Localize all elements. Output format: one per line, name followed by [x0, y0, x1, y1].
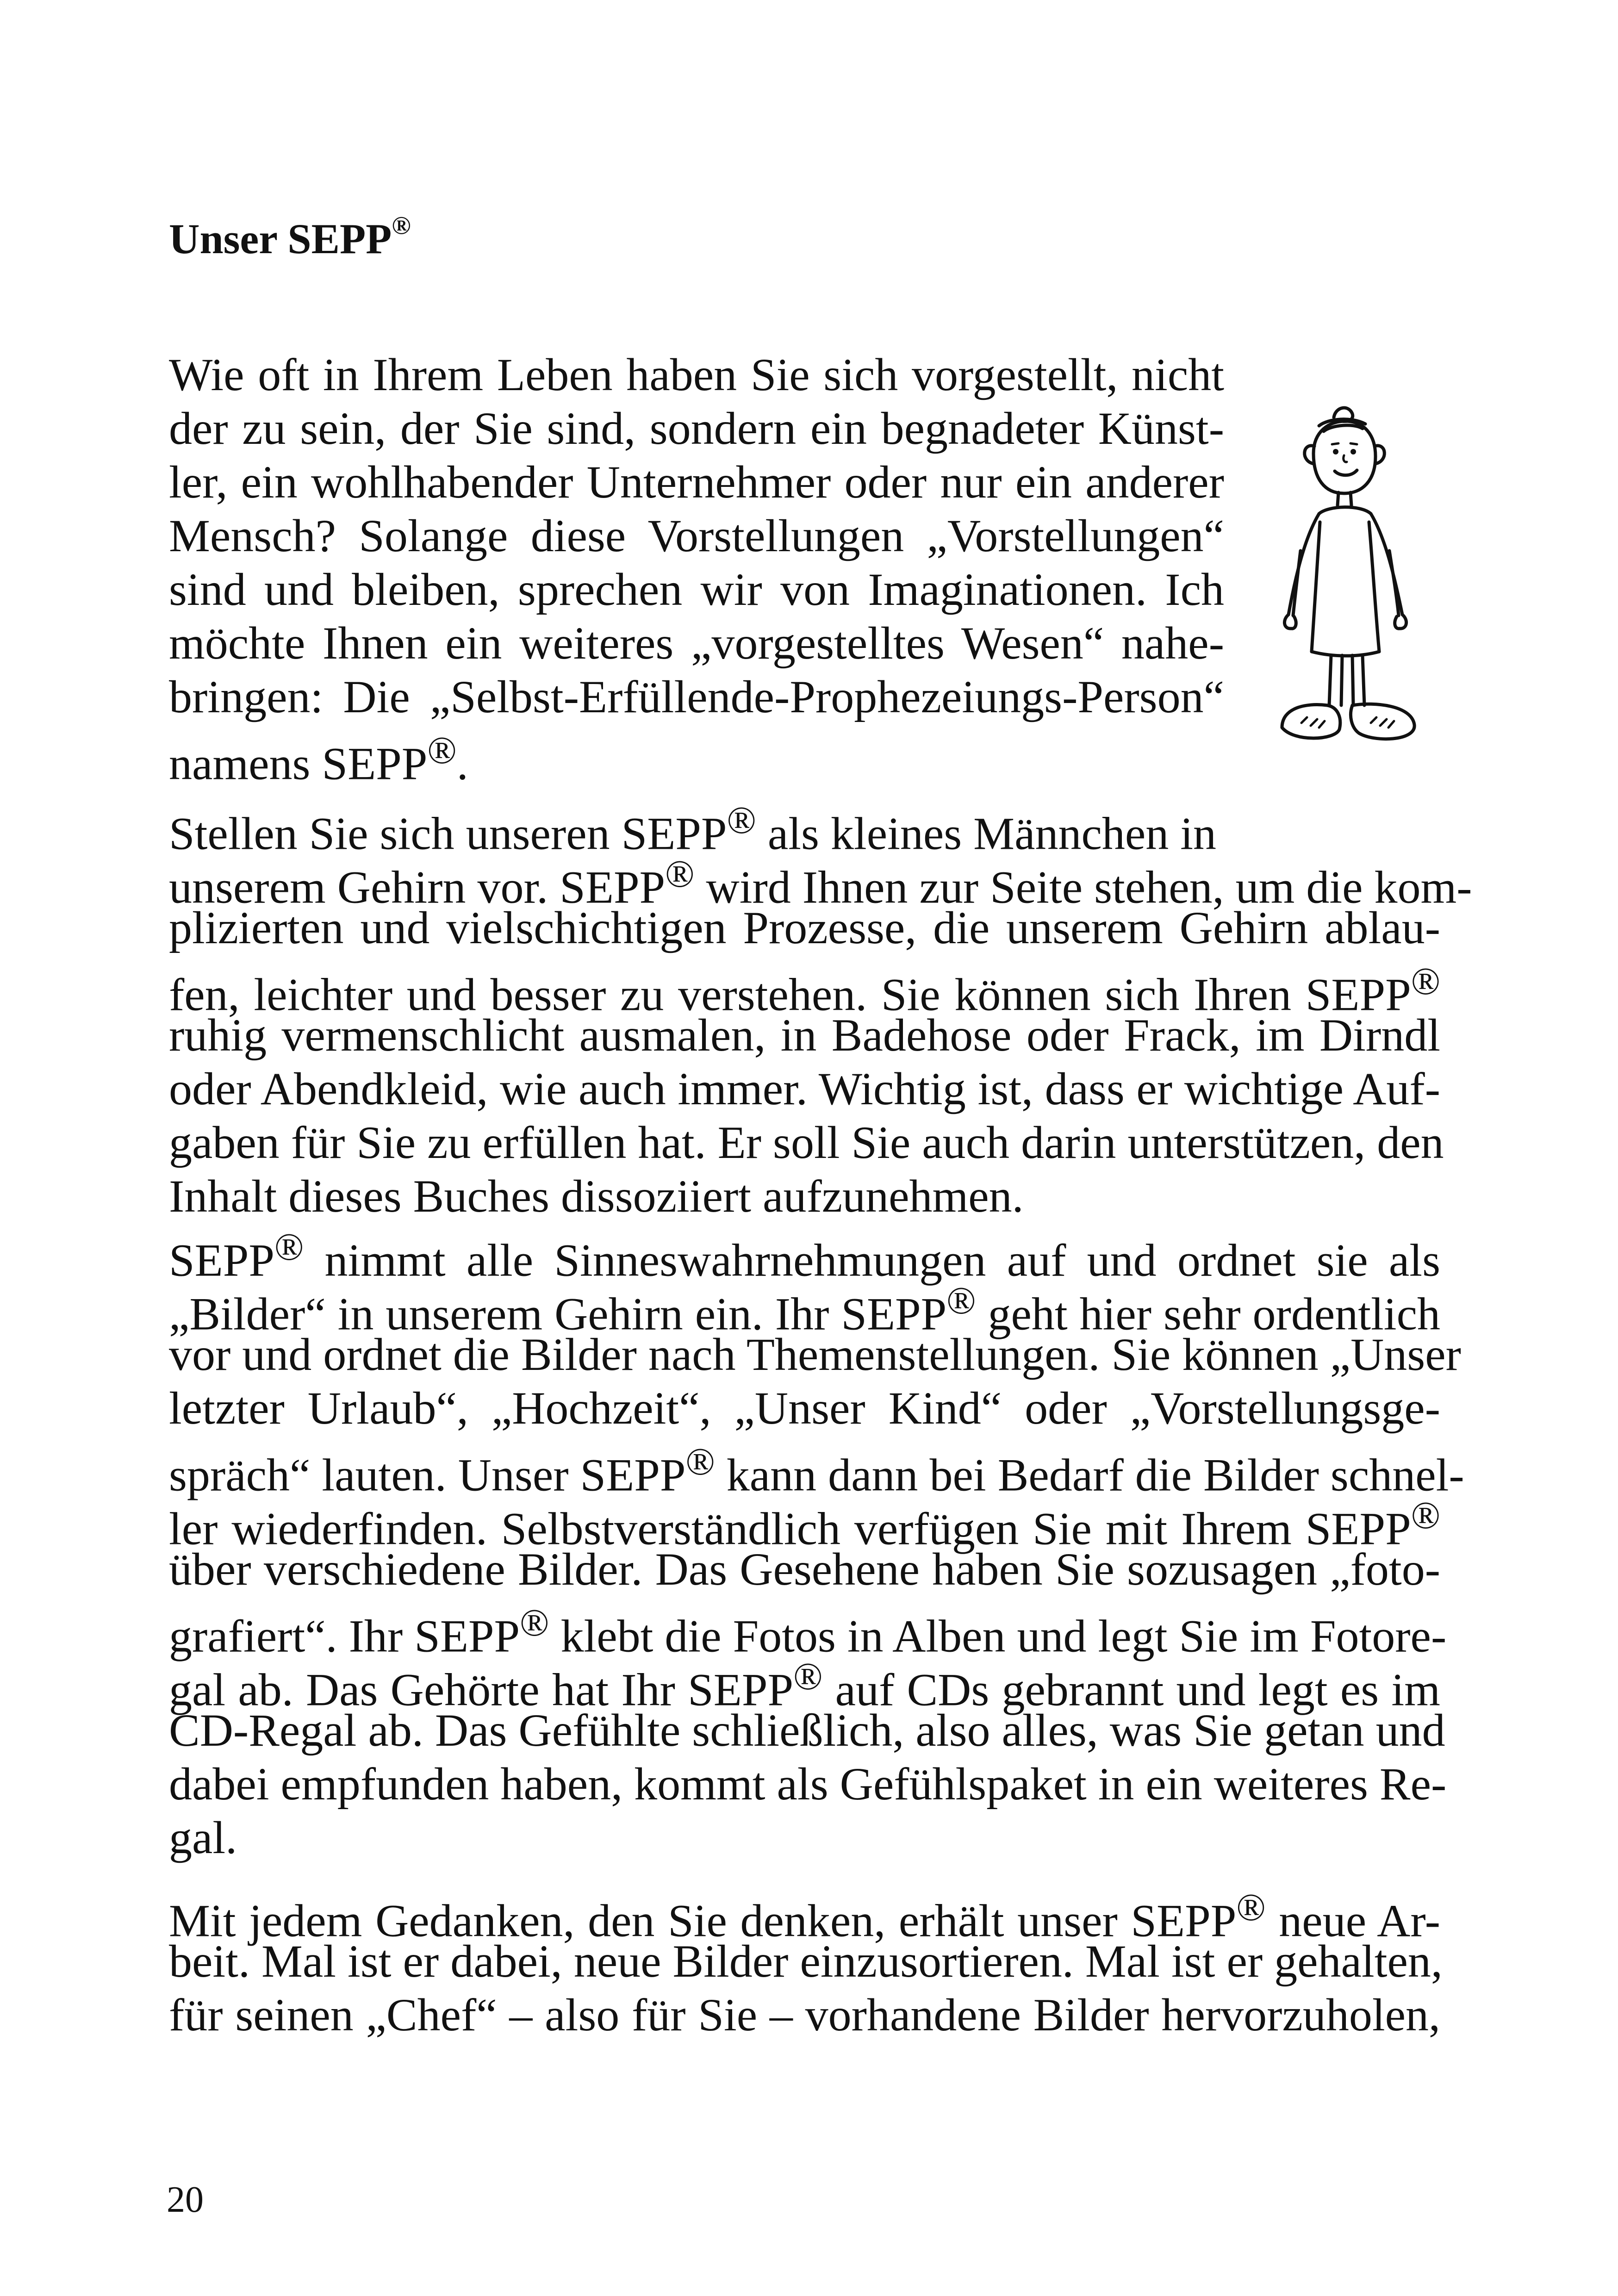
text-line: unserem Gehirn vor. SEPP® wird Ihnen zur Seite stehen, um die kom-: [169, 853, 1472, 913]
text-line: ler wiederfinden. Selbstverständlich verfügen Sie mit Ihrem SEPP®: [169, 1494, 1440, 1555]
text-line: Wie oft in Ihrem Leben haben Sie sich vorgestellt, nicht: [169, 349, 1224, 400]
text-line: gal.: [169, 1812, 237, 1863]
paragraph-3: [169, 1220, 1464, 1865]
paragraph-1: [169, 348, 1224, 790]
text-line: letzter Urlaub“, „Hochzeit“, „Unser Kind“ oder „Vorstellungsge-: [169, 1382, 1440, 1434]
paragraph-2: [169, 794, 1472, 1223]
text-line: Stellen Sie sich unseren SEPP® als kleines Männchen in: [169, 799, 1217, 859]
text-line: Mensch? Solange diese Vorstellungen „Vorstellungen“: [169, 510, 1224, 561]
text-line: ruhig vermenschlicht ausmalen, in Badehose oder Frack, im Dirndl: [169, 1009, 1440, 1061]
section-title: [169, 211, 411, 262]
text-line: CD-Regal ab. Das Gefühlte schließlich, also alles, was Sie getan und: [169, 1705, 1445, 1756]
text-line: bringen: Die „Selbst-Erfüllende-Prophezeiungs-Person“: [169, 671, 1224, 722]
text-line: plizierten und vielschichtigen Prozesse, die unserem Gehirn ablau-: [169, 902, 1440, 953]
text-line: beit. Mal ist er dabei, neue Bilder einzusortieren. Mal ist er gehalten,: [169, 1935, 1443, 1987]
registered-mark: ®: [392, 211, 411, 240]
section-title-text: Unser SEPP: [169, 215, 392, 262]
text-line: vor und ordnet die Bilder nach Themenstellungen. Sie können „Unser: [169, 1329, 1461, 1380]
text-line: Mit jedem Gedanken, den Sie denken, erhält unser SEPP® neue Ar-: [169, 1886, 1441, 1947]
text-line: dabei empfunden haben, kommt als Gefühlspaket in ein weiteres Re-: [169, 1758, 1447, 1810]
text-line: ler, ein wohlhabender Unternehmer oder nur ein anderer: [169, 456, 1224, 508]
sepp-figure-illustration: [1250, 398, 1444, 768]
text-line: möchte Ihnen ein weiteres „vorgestelltes Wesen“ nahe-: [169, 617, 1224, 669]
text-line: SEPP® nimmt alle Sinneswahrnehmungen auf und ordnet sie als: [169, 1226, 1440, 1286]
paragraph-4: [169, 1881, 1443, 2042]
text-line: Inhalt dieses Buches dissoziiert aufzunehmen.: [169, 1170, 1024, 1222]
text-line: oder Abendkleid, wie auch immer. Wichtig ist, dass er wichtige Auf-: [169, 1063, 1440, 1114]
text-line: namens SEPP®.: [169, 729, 468, 790]
page-number: 20: [167, 2179, 204, 2220]
text-line: gal ab. Das Gehörte hat Ihr SEPP® auf CDs gebrannt und legt es im: [169, 1655, 1440, 1716]
text-line: „Bilder“ in unserem Gehirn ein. Ihr SEPP® geht hier sehr ordentlich: [169, 1280, 1440, 1340]
text-line: fen, leichter und besser zu verstehen. Sie können sich Ihren SEPP®: [169, 960, 1440, 1020]
text-line: über verschiedene Bilder. Das Gesehene haben Sie sozusagen „foto-: [169, 1543, 1440, 1595]
text-line: für seinen „Chef“ – also für Sie – vorhandene Bilder hervorzuholen,: [169, 1989, 1440, 2041]
text-line: gaben für Sie zu erfüllen hat. Er soll Sie auch darin unterstützen, den: [169, 1117, 1444, 1168]
text-line: grafiert“. Ihr SEPP® klebt die Fotos in Alben und legt Sie im Fotore-: [169, 1602, 1447, 1662]
text-line: sind und bleiben, sprechen wir von Imaginationen. Ich: [169, 564, 1224, 615]
text-line: spräch“ lauten. Unser SEPP® kann dann bei Bedarf die Bilder schnel-: [169, 1441, 1464, 1501]
text-line: der zu sein, der Sie sind, sondern ein begnadeter Künst-: [169, 403, 1224, 454]
